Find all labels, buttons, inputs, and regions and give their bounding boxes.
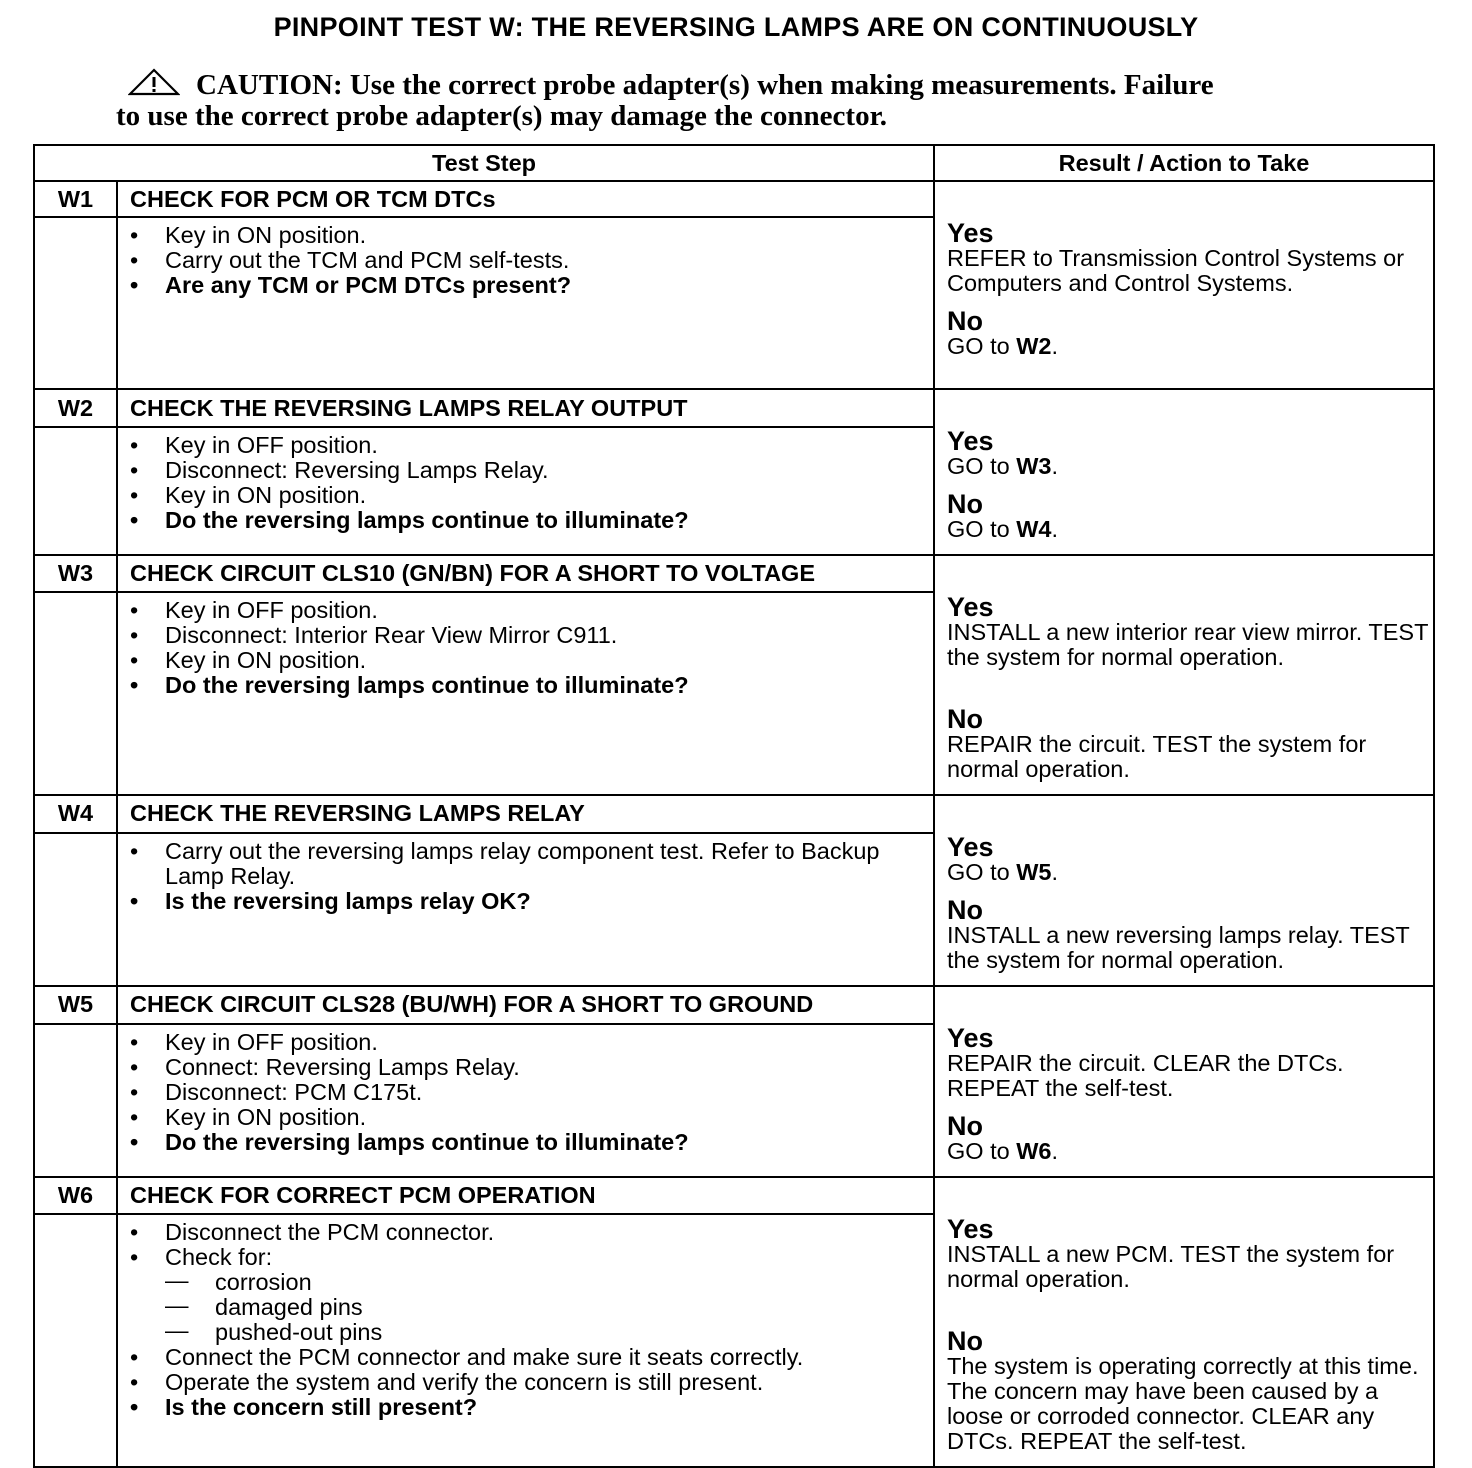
step-result (934, 555, 1434, 795)
list-item-text: Disconnect: Reversing Lamps Relay. (165, 457, 549, 484)
step-title-row (34, 1177, 1434, 1214)
list-item (118, 483, 933, 508)
list-item (118, 1080, 933, 1105)
caution-note (116, 68, 1346, 132)
no-step-reference: W4 (1016, 516, 1052, 542)
step-id-spacer (34, 1214, 117, 1467)
bullet-marker: • (130, 1344, 139, 1371)
bullet-marker: • (130, 1394, 139, 1421)
step-result (934, 1177, 1434, 1467)
bullet-marker: • (130, 272, 139, 298)
list-item (118, 673, 933, 698)
yes-step-reference: W5 (1016, 859, 1052, 885)
step-title-row (34, 986, 1434, 1024)
no-action (947, 923, 1433, 973)
no-action (947, 732, 1433, 782)
no-action-text: GO to (947, 333, 1017, 359)
bullet-marker: • (130, 837, 139, 864)
list-item (118, 223, 933, 248)
list-item (118, 623, 933, 648)
warning-triangle-icon (128, 68, 180, 96)
step-title: CHECK CIRCUIT CLS28 (BU/WH) FOR A SHORT TO GROUND (117, 986, 934, 1024)
list-item (118, 1395, 933, 1420)
list-item-text: Is the concern still present? (165, 1394, 478, 1421)
no-label: No (947, 895, 983, 925)
step-instructions (117, 1024, 934, 1177)
yes-result-block (947, 834, 1433, 885)
list-item (118, 598, 933, 623)
list-item-text: corrosion (215, 1269, 312, 1296)
step-id: W3 (34, 555, 117, 592)
yes-label: Yes (947, 218, 994, 248)
bullet-marker: • (130, 1219, 139, 1246)
step-result (934, 181, 1434, 389)
list-item (118, 433, 933, 458)
yes-result-block (947, 594, 1433, 670)
yes-result-block (947, 220, 1433, 296)
yes-label: Yes (947, 832, 994, 862)
no-label: No (947, 1111, 983, 1141)
yes-label: Yes (947, 1214, 994, 1244)
list-item (118, 1130, 933, 1155)
step-instructions (117, 427, 934, 555)
yes-action-tail: . (1051, 453, 1058, 479)
bullet-marker: • (130, 597, 139, 624)
no-action (947, 517, 1433, 542)
yes-action (947, 454, 1433, 479)
no-action-text: GO to (947, 1138, 1017, 1164)
list-item (118, 1055, 933, 1080)
no-action-text: REPAIR the circuit. TEST the system for normal operation. (947, 731, 1367, 782)
step-id: W5 (34, 986, 117, 1024)
list-item-text: Key in OFF position. (165, 432, 378, 459)
yes-label: Yes (947, 426, 994, 456)
list-item-text: Key in OFF position. (165, 597, 378, 624)
step-title: CHECK FOR CORRECT PCM OPERATION (117, 1177, 934, 1214)
list-item-text: Key in OFF position. (165, 1028, 378, 1055)
bullet-marker: • (130, 1053, 139, 1080)
list-item-text: Connect: Reversing Lamps Relay. (165, 1053, 520, 1080)
no-result-block (947, 897, 1433, 973)
list-item-text: Key in ON position. (165, 647, 367, 674)
yes-action-text: GO to (947, 859, 1017, 885)
bullet-marker: • (130, 887, 139, 914)
step-title-row (34, 555, 1434, 592)
list-item (118, 458, 933, 483)
yes-action (947, 620, 1433, 670)
no-label: No (947, 489, 983, 519)
dash-marker: — (165, 1292, 189, 1319)
step-id-spacer (34, 1024, 117, 1177)
bullet-marker: • (130, 647, 139, 674)
sub-list-item (118, 1317, 933, 1346)
step-id-spacer (34, 427, 117, 555)
caution-text-line-1: CAUTION: Use the correct probe adapter(s) when making measurements. Failure (196, 69, 1214, 101)
step-id: W2 (34, 389, 117, 427)
step-id: W4 (34, 795, 117, 833)
list-item (118, 1245, 933, 1270)
caution-line-1 (116, 68, 1346, 101)
no-action-text: The system is operating correctly at this time. The concern may have been caused by a loose or corroded connector. CLEAR any DTCs. REPEAT the self-test. (947, 1353, 1419, 1454)
no-action-text: GO to (947, 516, 1017, 542)
bullet-marker: • (130, 457, 139, 484)
yes-result-block (947, 1216, 1433, 1292)
yes-action-text: REFER to Transmission Control Systems or Computers and Control Systems. (947, 245, 1405, 296)
list-item-text: Disconnect: PCM C175t. (165, 1078, 423, 1105)
yes-step-reference: W3 (1016, 453, 1052, 479)
step-title-row (34, 181, 1434, 217)
step-instructions (117, 833, 934, 986)
step-title-row (34, 795, 1434, 833)
list-item (118, 1220, 933, 1245)
table-header-row (34, 145, 1434, 181)
step-title: CHECK THE REVERSING LAMPS RELAY OUTPUT (117, 389, 934, 427)
list-item-text: pushed-out pins (215, 1319, 383, 1346)
list-item (118, 648, 933, 673)
bullet-marker: • (130, 622, 139, 649)
list-item-text: Key in ON position. (165, 1103, 367, 1130)
list-item-text: Do the reversing lamps continue to illuminate? (165, 672, 689, 699)
no-step-reference: W6 (1016, 1138, 1052, 1164)
step-id-spacer (34, 833, 117, 986)
page-title: PINPOINT TEST W: THE REVERSING LAMPS ARE ON CONTINUOUSLY (273, 12, 1199, 42)
list-item-text: damaged pins (215, 1294, 363, 1321)
bullet-marker: • (130, 1369, 139, 1396)
list-item-text: Are any TCM or PCM DTCs present? (165, 272, 572, 298)
no-step-reference: W2 (1016, 333, 1052, 359)
list-item (118, 839, 933, 889)
step-result (934, 986, 1434, 1177)
list-item (118, 1345, 933, 1370)
list-item (118, 889, 933, 914)
sub-list-item (118, 1292, 933, 1321)
list-item (118, 1030, 933, 1055)
dash-marker: — (165, 1317, 189, 1344)
dash-marker: — (165, 1267, 189, 1294)
list-item (118, 1105, 933, 1130)
header-result-action: Result / Action to Take (934, 145, 1434, 181)
yes-action-tail: . (1051, 859, 1058, 885)
step-id: W1 (34, 181, 117, 217)
sub-list-item (118, 1267, 933, 1296)
step-id-spacer (34, 217, 117, 389)
bullet-marker: • (130, 247, 139, 273)
step-title-row (34, 389, 1434, 427)
no-result-block (947, 308, 1433, 359)
step-result (934, 795, 1434, 986)
caution-text-line-2: to use the correct probe adapter(s) may damage the connector. (116, 100, 888, 132)
list-item (118, 273, 933, 298)
list-item-text: Carry out the TCM and PCM self-tests. (165, 247, 570, 273)
step-instructions (117, 1214, 934, 1467)
list-item-text: Disconnect the PCM connector. (165, 1219, 495, 1246)
no-action-tail: . (1051, 516, 1058, 542)
yes-label: Yes (947, 592, 994, 622)
step-id-spacer (34, 592, 117, 795)
step-title: CHECK FOR PCM OR TCM DTCs (117, 181, 934, 217)
no-result-block (947, 706, 1433, 782)
step-title: CHECK CIRCUIT CLS10 (GN/BN) FOR A SHORT TO VOLTAGE (117, 555, 934, 592)
bullet-marker: • (130, 672, 139, 699)
pinpoint-test-table (33, 144, 1435, 1468)
bullet-marker: • (130, 1128, 139, 1155)
list-item-text: Operate the system and verify the concern is still present. (165, 1369, 764, 1396)
yes-result-block (947, 1025, 1433, 1101)
list-item-text: Connect the PCM connector and make sure it seats correctly. (165, 1344, 804, 1371)
no-action-text: INSTALL a new reversing lamps relay. TEST the system for normal operation. (947, 922, 1410, 973)
test-steps (34, 181, 1434, 1467)
header-test-step: Test Step (34, 145, 934, 181)
yes-action (947, 246, 1433, 296)
yes-action-text: GO to (947, 453, 1017, 479)
no-result-block (947, 1328, 1433, 1454)
no-action (947, 334, 1433, 359)
yes-action-text: INSTALL a new interior rear view mirror. TEST the system for normal operation. (947, 619, 1429, 670)
yes-action-text: INSTALL a new PCM. TEST the system for normal operation. (947, 1241, 1395, 1292)
no-action-tail: . (1051, 1138, 1058, 1164)
no-action-tail: . (1051, 333, 1058, 359)
list-item (118, 1370, 933, 1395)
no-action (947, 1354, 1433, 1454)
no-label: No (947, 306, 983, 336)
list-item-text: Carry out the reversing lamps relay component test. Refer to Backup Lamp Relay. (165, 837, 880, 889)
step-title: CHECK THE REVERSING LAMPS RELAY (117, 795, 934, 833)
list-item (118, 508, 933, 533)
step-id: W6 (34, 1177, 117, 1214)
list-item-text: Key in ON position. (165, 482, 367, 509)
yes-action (947, 1051, 1433, 1101)
yes-action (947, 860, 1433, 885)
yes-action-text: REPAIR the circuit. CLEAR the DTCs. REPEAT the self-test. (947, 1050, 1344, 1101)
no-label: No (947, 1326, 983, 1356)
bullet-marker: • (130, 222, 139, 248)
step-result (934, 389, 1434, 555)
list-item-text: Disconnect: Interior Rear View Mirror C911. (165, 622, 618, 649)
yes-action (947, 1242, 1433, 1292)
list-item-text: Key in ON position. (165, 222, 367, 248)
list-item-text: Do the reversing lamps continue to illuminate? (165, 507, 689, 534)
list-item (118, 248, 933, 273)
no-action (947, 1139, 1433, 1164)
list-item-text: Check for: (165, 1244, 273, 1271)
bullet-marker: • (130, 1244, 139, 1271)
no-label: No (947, 704, 983, 734)
bullet-marker: • (130, 1078, 139, 1105)
bullet-marker: • (130, 482, 139, 509)
bullet-marker: • (130, 432, 139, 459)
yes-result-block (947, 428, 1433, 479)
step-instructions (117, 217, 934, 389)
bullet-marker: • (130, 507, 139, 534)
no-result-block (947, 1113, 1433, 1164)
step-instructions (117, 592, 934, 795)
no-result-block (947, 491, 1433, 542)
yes-label: Yes (947, 1023, 994, 1053)
bullet-marker: • (130, 1103, 139, 1130)
list-item-text: Is the reversing lamps relay OK? (165, 887, 531, 914)
list-item-text: Do the reversing lamps continue to illuminate? (165, 1128, 689, 1155)
bullet-marker: • (130, 1028, 139, 1055)
